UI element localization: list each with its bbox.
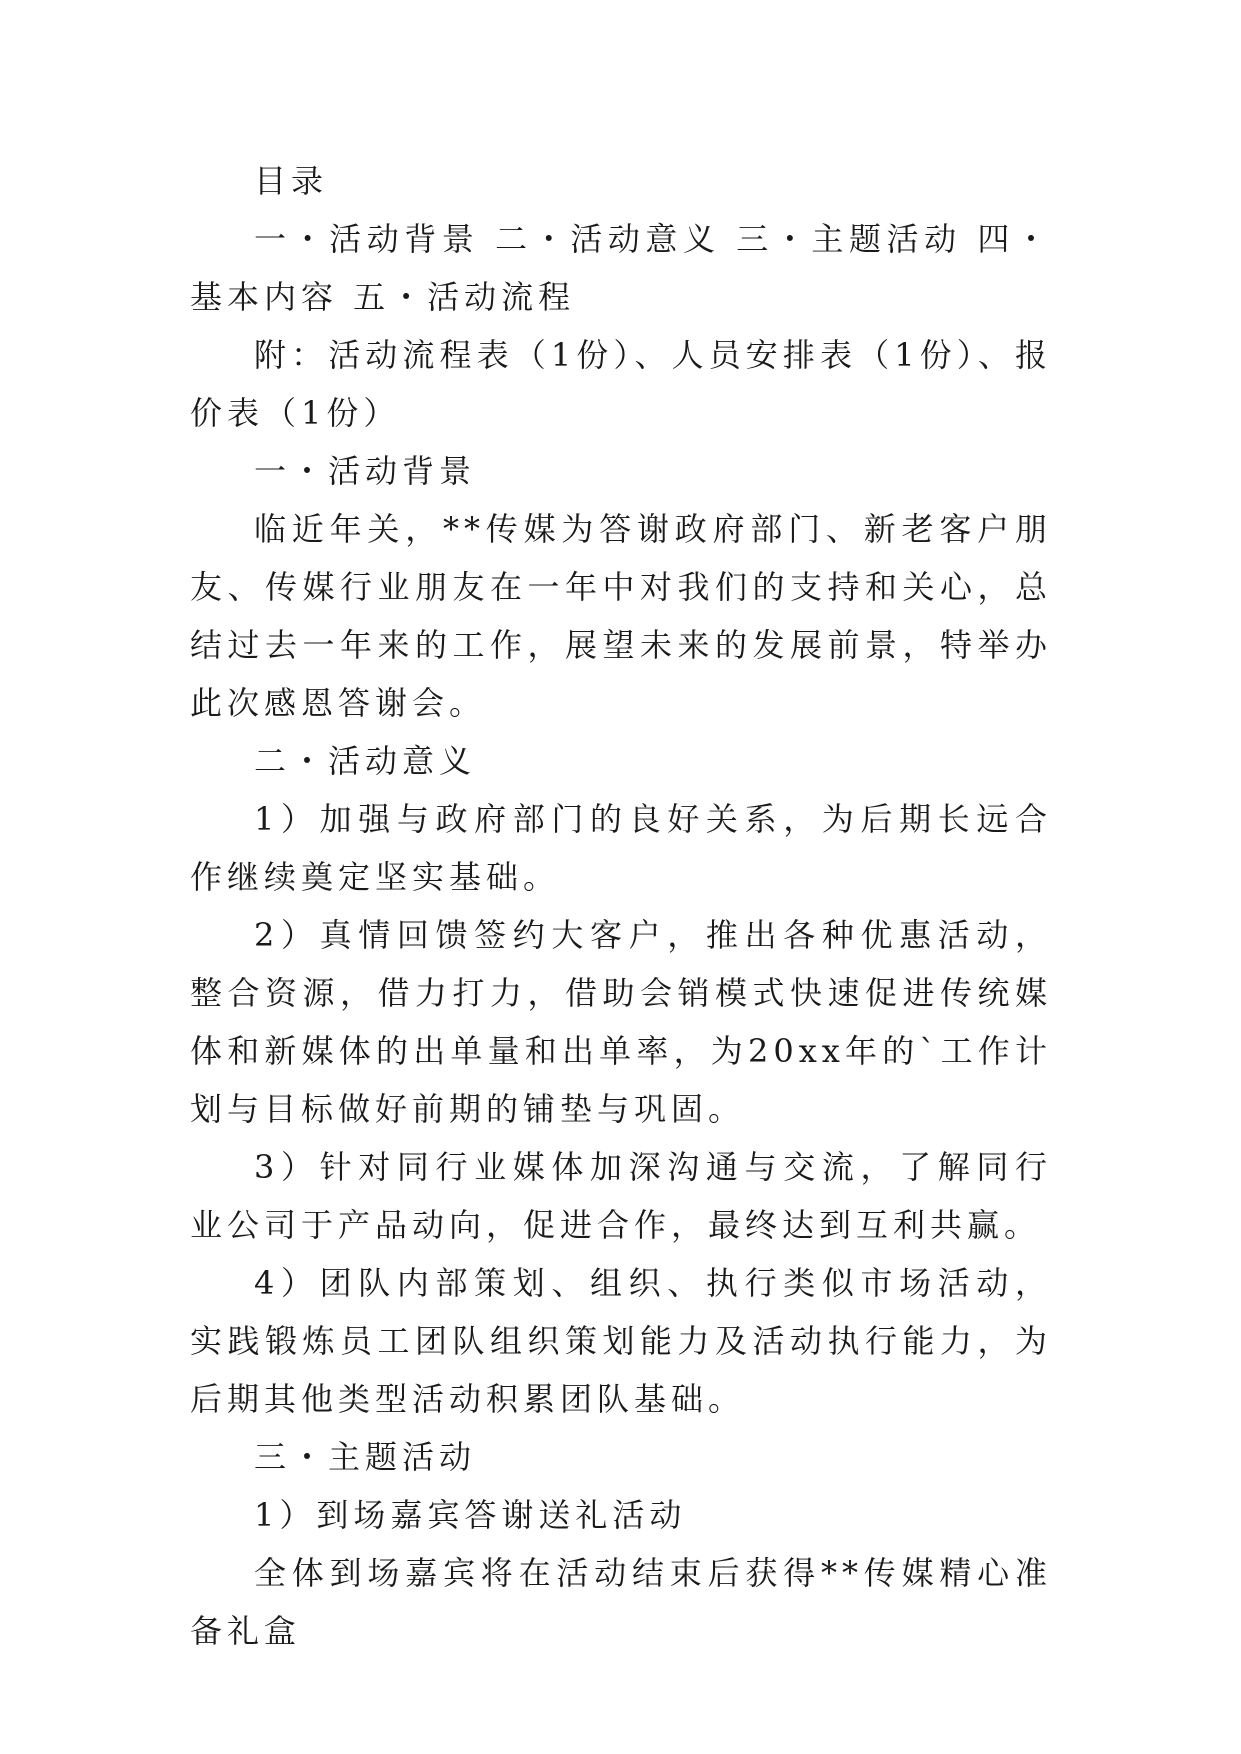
background-paragraph: 临近年关，**传媒为答谢政府部门、新老客户朋友、传媒行业朋友在一年中对我们的支持和关心，总结过去一年来的工作，展望未来的发展前景，特举办此次感恩答谢会。: [190, 510, 1052, 722]
section-heading-significance: 二・活动意义: [254, 742, 477, 780]
significance-item-2: 2）真情回馈签约大客户，推出各种优惠活动，整合资源，借力打力，借助会销模式快速促进传统媒体和新媒体的出单量和出单率，为20xx年的`工作计划与目标做好前期的铺垫与巩固。: [190, 916, 1052, 1128]
section-heading-background: 一・活动背景: [254, 452, 477, 490]
toc-appendix: 附：活动流程表（1份）、人员安排表（1份）、报价表（1份）: [190, 336, 1052, 432]
significance-item-1: 1）加强与政府部门的良好关系，为后期长远合作继续奠定坚实基础。: [190, 800, 1052, 896]
section-heading-theme: 三・主题活动: [254, 1438, 477, 1476]
document-body: [190, 152, 1052, 1660]
significance-item-3: 3）针对同行业媒体加深沟通与交流，了解同行业公司于产品动向，促进合作，最终达到互利共赢。: [190, 1148, 1052, 1244]
toc-heading: 目录: [254, 162, 329, 200]
theme-item-1: 1）到场嘉宾答谢送礼活动: [254, 1496, 687, 1534]
toc-sections: 一・活动背景 二・活动意义 三・主题活动 四・基本内容 五・活动流程: [190, 220, 1052, 316]
significance-item-4: 4）团队内部策划、组织、执行类似市场活动，实践锻炼员工团队组织策划能力及活动执行能力，为后期其他类型活动积累团队基础。: [190, 1264, 1052, 1418]
theme-item-1-paragraph: 全体到场嘉宾将在活动结束后获得**传媒精心准备礼盒: [190, 1554, 1052, 1650]
